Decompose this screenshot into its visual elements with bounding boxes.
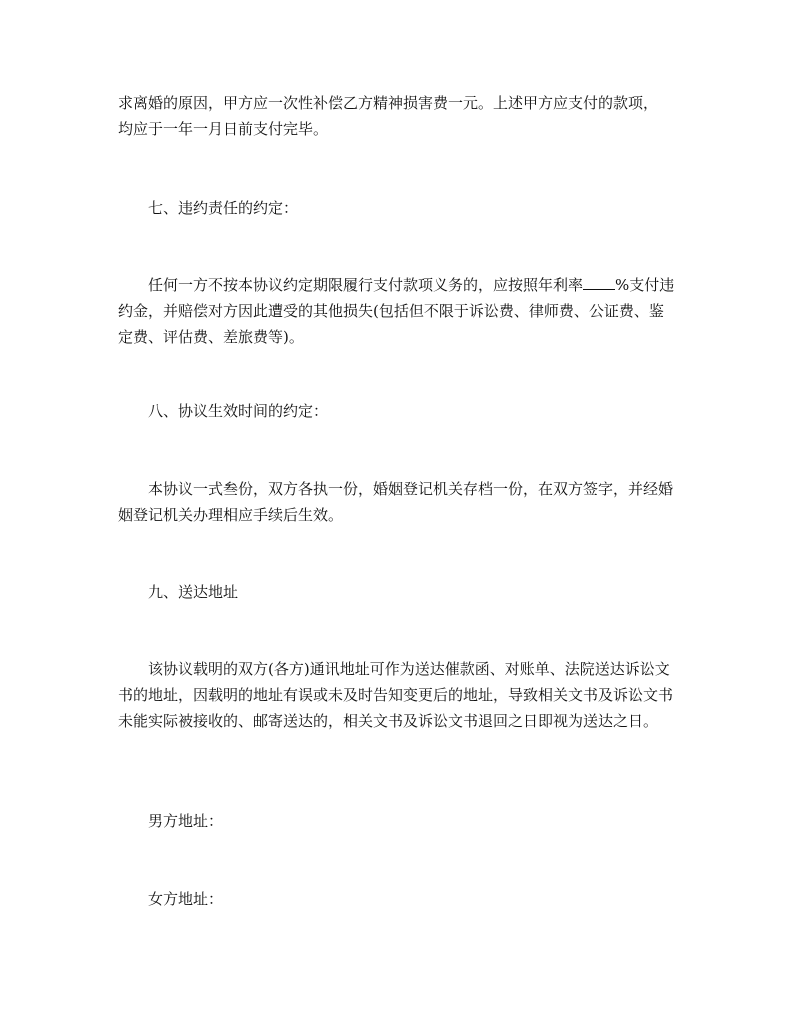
section-7-body-part2: %支付违约金，并赔偿对方因此遭受的其他损失(包括但不限于诉讼费、律师费、公证费、鉴定费、评估费、差旅费等)。 bbox=[118, 276, 675, 346]
section-7-body-part1: 任何一方不按本协议约定期限履行支付款项义务的，应按照年利率 bbox=[148, 276, 584, 294]
section-8-body: 本协议一式叁份，双方各执一份，婚姻登记机关存档一份，在双方签字，并经婚姻登记机关办理相应手续后生效。 bbox=[118, 480, 674, 524]
text-line: 求离婚的原因，甲方应一次性补偿乙方精神损害费一元。上述甲方应支付的款项， bbox=[118, 94, 659, 112]
section-7-body bbox=[118, 272, 678, 350]
section-7-heading: 七、违约责任的约定： bbox=[148, 199, 299, 217]
paragraph-compensation-continued bbox=[118, 90, 678, 142]
interest-rate-blank bbox=[583, 275, 615, 290]
section-8-heading: 八、协议生效时间的约定： bbox=[148, 402, 329, 420]
section-9-body: 该协议载明的双方(各方)通讯地址可作为送达催款函、对账单、法院送达诉讼文书的地址，因载明的地址有误或未及时告知变更后的地址，导致相关文书及诉讼文书未能实际被接收的、邮寄送达的，相关文书及诉讼文书退回之日即视为送达之日。 bbox=[118, 660, 674, 730]
section-9-heading: 九、送达地址 bbox=[148, 583, 239, 601]
female-address-label: 女方地址： bbox=[148, 890, 224, 908]
text-line: 均应于一年一月日前支付完毕。 bbox=[118, 120, 329, 138]
male-address-label: 男方地址： bbox=[148, 812, 224, 830]
